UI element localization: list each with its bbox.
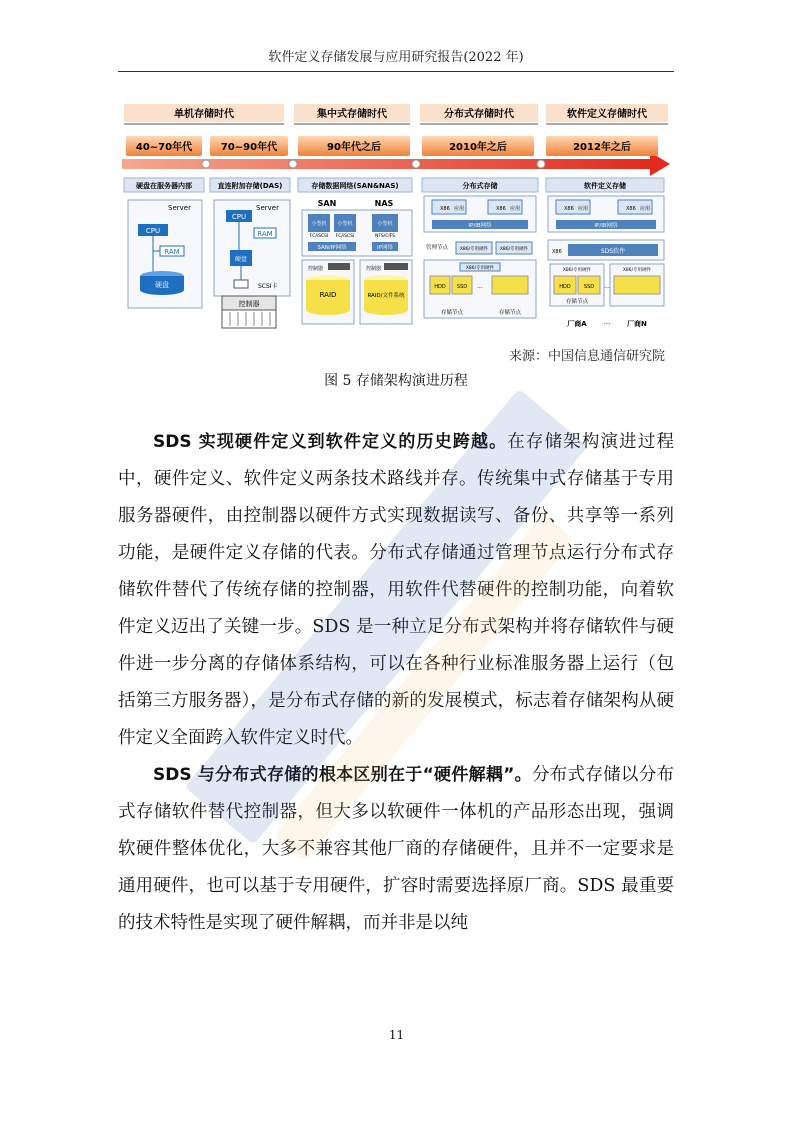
hdd-label: HDD	[559, 284, 571, 290]
figure-caption: 图 5 存储架构演进历程	[324, 373, 468, 389]
ellipsis: ···	[477, 285, 483, 292]
paragraph-2-text: 分布式存储以分布式存储软件替代控制器，但大多以软硬件一体机的产品形态出现，强调软硬件整体优化，大多不兼容其他厂商的存储硬件，且并不一定要求是通用硬件，也可以基于专用硬件，扩容时需要选择原厂商。SDS 最重要的技术特性是实现了硬件解耦，而并非是以纯	[118, 765, 674, 933]
vendor-a-label: 厂商A	[567, 320, 587, 328]
raid-label: RAID	[319, 291, 337, 299]
raid-fs-label: RAID/文件系统	[367, 293, 405, 299]
hdd-label: HDD	[434, 284, 446, 290]
x86-label: X86	[626, 206, 636, 212]
storage-node-label: 存储节点	[565, 299, 589, 305]
panel-title-1: 硬盘在服务器内部	[136, 182, 192, 190]
period-label-4: 2010年之后	[449, 142, 507, 153]
ip-ib-network-label: IP/IB网络	[468, 223, 492, 229]
server-label: Server	[168, 204, 191, 212]
ellipsis: ···	[603, 320, 611, 328]
timeline-dot	[202, 160, 210, 168]
app-label: 应用	[578, 206, 589, 212]
paragraph-1-text: 在存储架构演进过程中，硬件定义、软件定义两条技术路线并存。传统集中式存储基于专用服务器硬件，由控制器以硬件方式实现数据读写、备份、共享等一系列功能，是硬件定义存储的代表。分布式存储通过管理节点运行分布式存储软件替代了传统存储的控制器，用软件代替硬件的控制功能，向着软件定义迈出了关键一步。SDS 是一种立足分布式架构并将存储软件与硬件进一步分离的存储体系结构，可以在各种行业标准服务器上运行（包括第三方服务器），是分布式存储的新的发展模式，标志着存储架构从硬件定义全面跨入软件定义时代。	[118, 432, 674, 748]
panel-single-server	[128, 200, 202, 308]
sds-software-label: SDS软件	[600, 248, 626, 255]
x86-label: X86	[552, 249, 562, 255]
timeline-dot	[289, 160, 297, 168]
body-text	[118, 424, 674, 942]
panel-titles	[124, 178, 664, 192]
storage-evolution-figure	[122, 100, 670, 338]
san-label: SAN	[317, 199, 337, 208]
das-ram-label: RAM	[257, 230, 273, 238]
panel-title-3: 存储数据网络(SAN&NAS)	[311, 182, 399, 190]
raid-bottom	[306, 305, 350, 315]
panel-title-2: 直连附加存储(DAS)	[217, 182, 283, 190]
app-label: 应用	[640, 206, 651, 212]
panel-distributed	[424, 196, 536, 318]
ip-network-label: IP网络	[377, 245, 393, 251]
paragraph-2	[118, 757, 674, 942]
period-label-5: 2012年之后	[573, 142, 631, 153]
das-cpu-label: CPU	[231, 213, 247, 221]
panel-san-nas	[302, 199, 412, 324]
hw-label: X86/专用硬件	[622, 268, 652, 273]
minicomputer-label: 小型机	[377, 221, 393, 227]
vendor-n-label: 厂商N	[627, 320, 647, 328]
period-label-1: 40~70年代	[135, 142, 193, 153]
paragraph-1	[118, 424, 674, 757]
ellipsis: ···	[604, 285, 610, 292]
hw-label: X86/专用硬件	[562, 268, 592, 273]
ram-label: RAM	[164, 248, 180, 256]
panel-title-4: 分布式存储	[462, 182, 498, 190]
nfs-cifs-label: NFS/CIFS	[374, 234, 396, 239]
mgmt-node-label: 管理节点	[426, 245, 449, 251]
san-ip-network-label: SAN/IP网络	[317, 245, 347, 251]
era-label-3: 分布式存储时代	[444, 109, 514, 120]
paragraph-2-lead: SDS 与分布式存储的根本区别在于“硬件解耦”。	[153, 765, 532, 785]
panel-das	[214, 200, 290, 328]
cpu-label: CPU	[145, 227, 161, 235]
fc-iscsi-label: FC/iSCSI	[309, 234, 329, 239]
timeline-dot	[412, 160, 420, 168]
era-label-2: 集中式存储时代	[317, 109, 387, 120]
das-server-label: Server	[256, 204, 279, 212]
x86-label: X86	[564, 206, 574, 212]
paragraph-1-lead: SDS 实现硬件定义到软件定义的历史跨越。	[153, 432, 508, 452]
era-label-1: 单机存储时代	[174, 109, 234, 120]
ip-ib-network-label: IP/IB网络	[594, 223, 618, 229]
ssd-label: SSD	[583, 284, 595, 290]
panel-title-5: 软件定义存储	[584, 182, 626, 190]
das-controller-label: 控制器	[238, 300, 260, 308]
x86-label: X86	[440, 206, 450, 212]
disk-label: 硬盘	[155, 281, 169, 289]
storage-node-label: 存储节点	[498, 310, 522, 316]
figure-source: 来源：中国信息通信研究院	[508, 349, 665, 364]
panel-sds	[548, 196, 664, 328]
era-headers	[124, 104, 668, 124]
fc-iscsi-port	[328, 263, 350, 270]
scsi-label: SCSI卡	[258, 283, 278, 290]
period-label-2: 70~90年代	[220, 142, 278, 153]
header-rule	[118, 71, 674, 72]
san-controller-label: 控制器	[308, 266, 324, 272]
mgmt-node-hw-label: X86/专用硬件	[499, 247, 529, 252]
nfs-cifs-port	[384, 263, 408, 270]
period-label-3: 90年代之后	[327, 142, 381, 153]
storage-hw-label: X86/专用硬件	[465, 266, 495, 271]
scsi-card	[234, 280, 248, 288]
nas-label: NAS	[374, 199, 394, 208]
era-label-4: 软件定义存储时代	[567, 109, 647, 120]
minicomputer-label: 小型机	[311, 221, 327, 227]
x86-label: X86	[496, 206, 506, 212]
storage-node-label: 存储节点	[440, 310, 464, 316]
page-number: 11	[388, 1028, 405, 1042]
ssd-label: SSD	[456, 284, 468, 290]
minicomputer-label: 小型机	[337, 221, 353, 227]
running-header: 软件定义存储发展与应用研究报告(2022 年)	[268, 50, 524, 65]
fc-iscsi-label: FC/iSCSI	[335, 234, 355, 239]
timeline-dot	[537, 160, 545, 168]
nas-controller-label: 控制器	[366, 266, 382, 272]
mgmt-node-hw-label: X86/专用硬件	[459, 247, 489, 252]
app-label: 应用	[510, 206, 521, 212]
das-disk-label: 硬盘	[234, 256, 248, 263]
app-label: 应用	[454, 206, 465, 212]
